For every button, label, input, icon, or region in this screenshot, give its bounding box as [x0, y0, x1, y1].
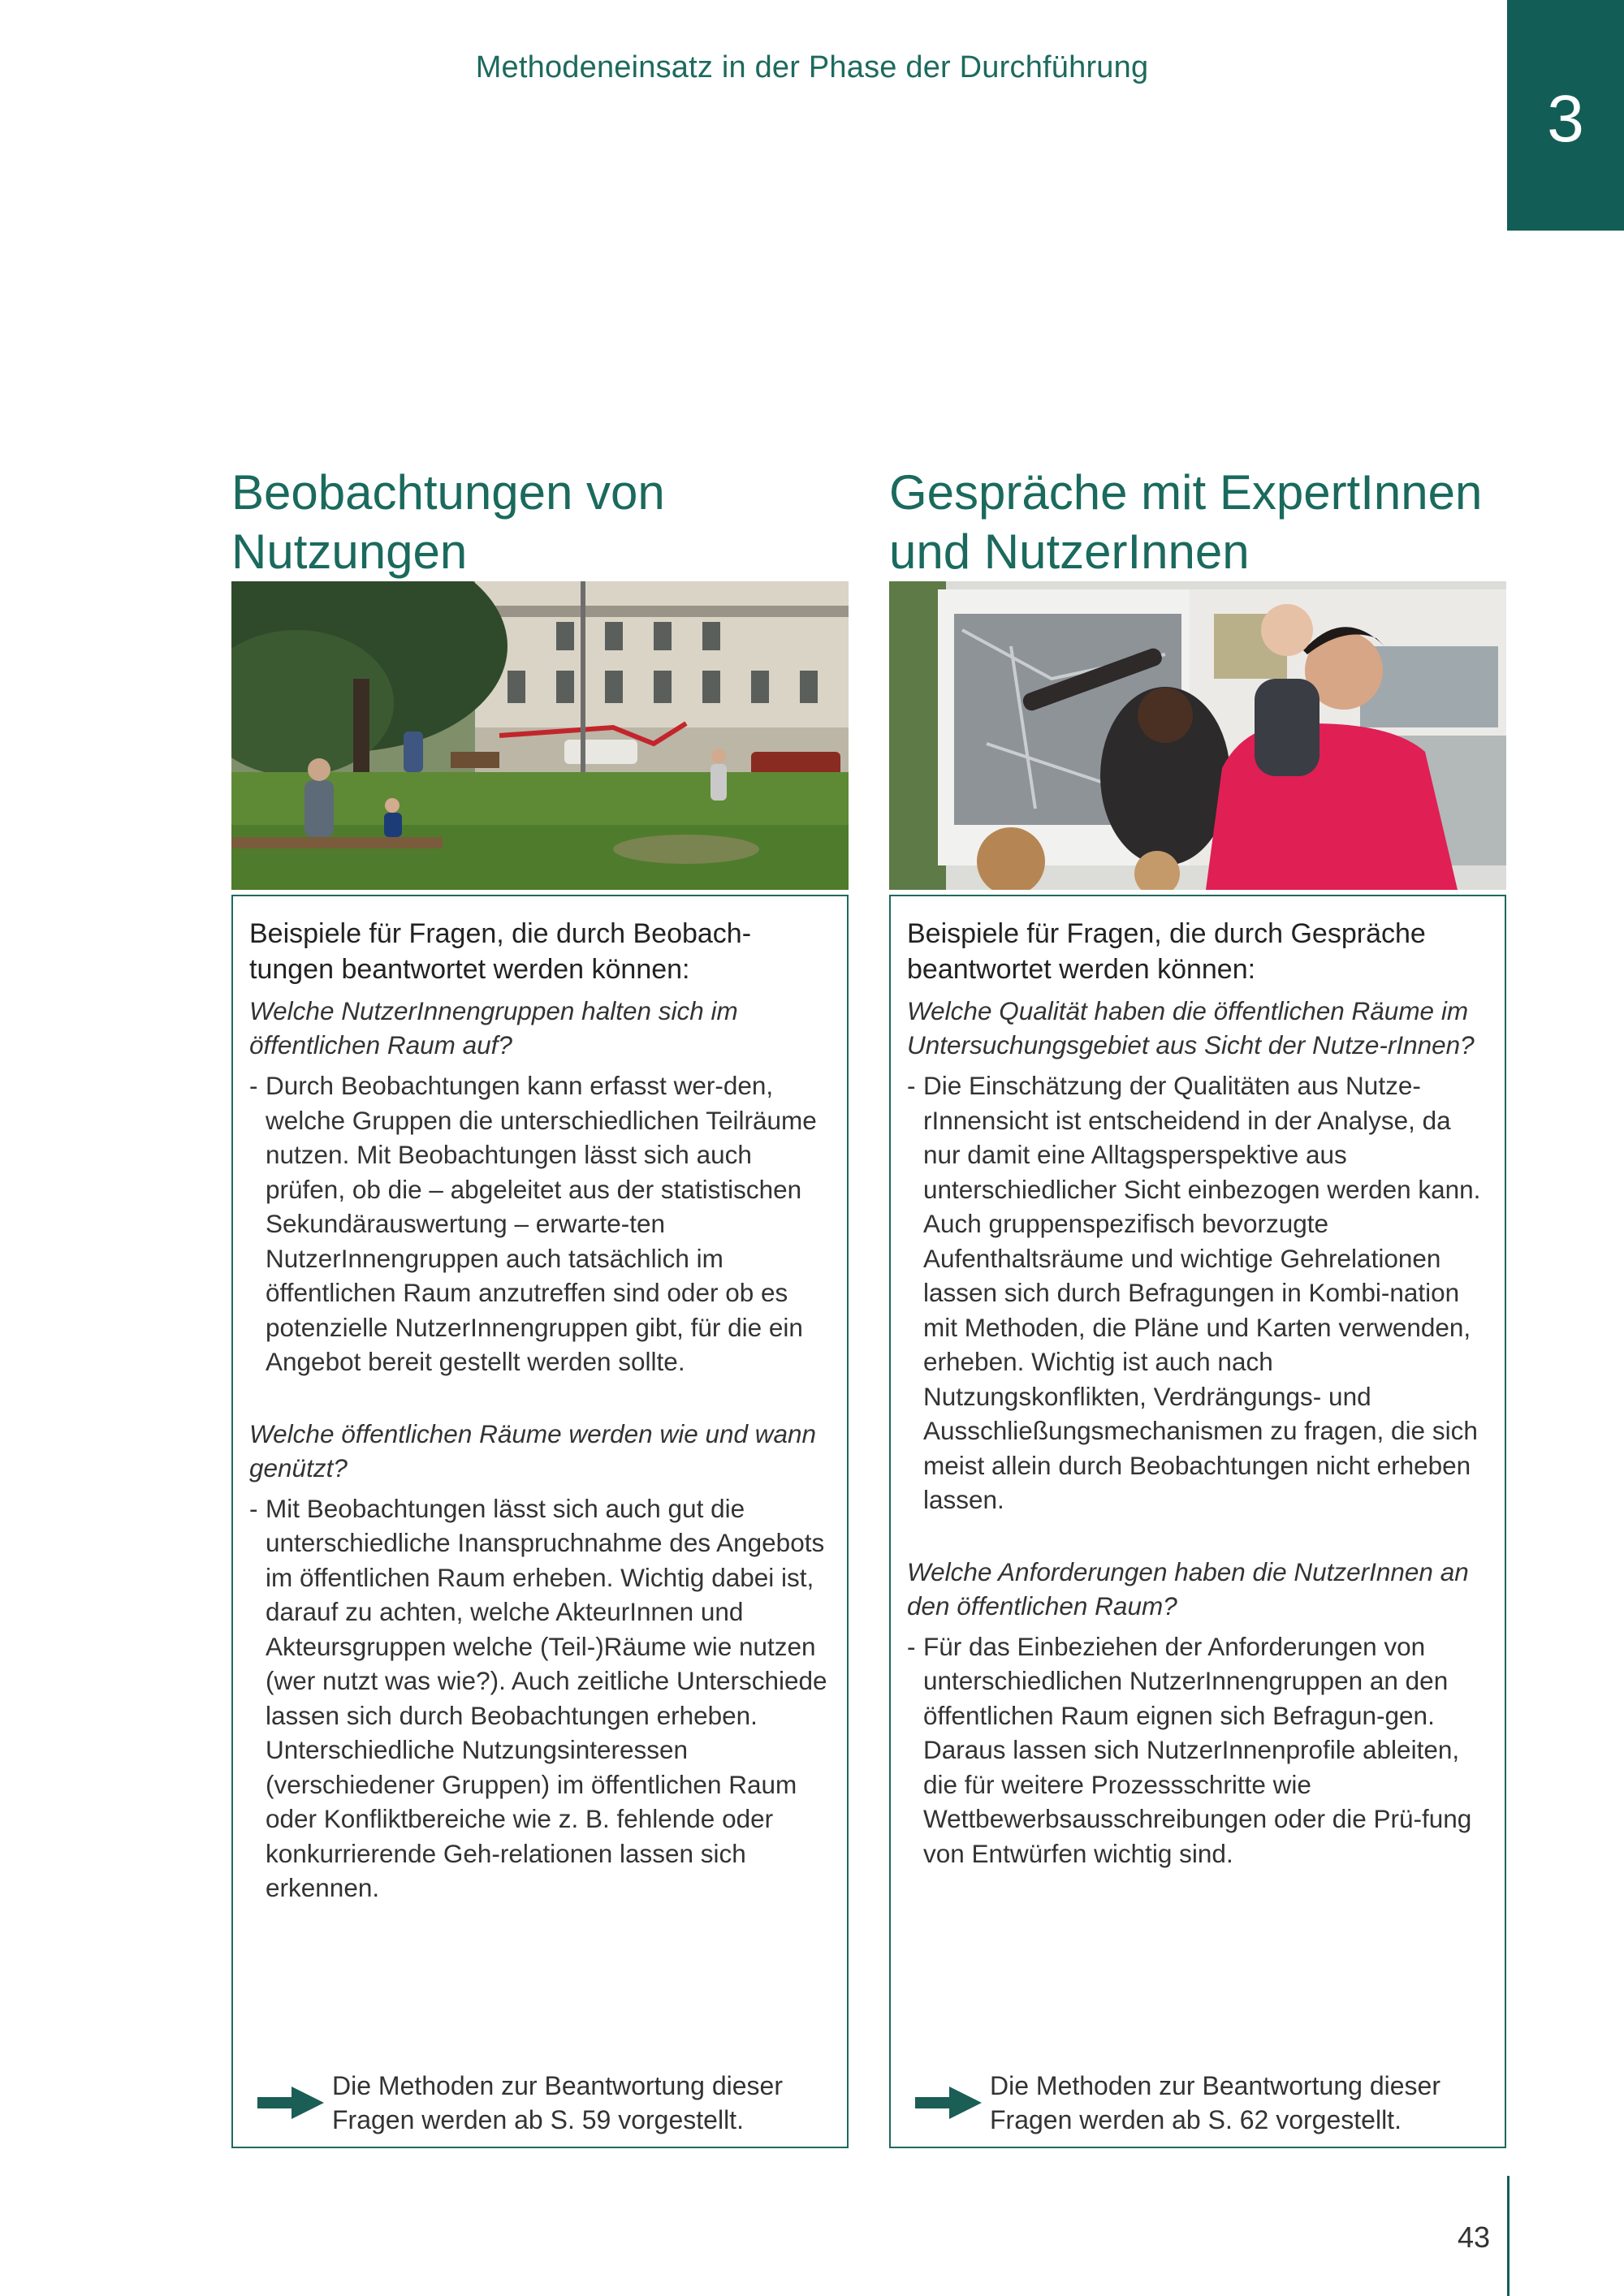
title-line-2: und NutzerInnen — [889, 524, 1250, 579]
section-title — [231, 463, 849, 581]
page-number-rule — [1507, 2176, 1510, 2296]
answer — [907, 1068, 1488, 1517]
box-heading: Beispiele für Fragen, die durch Beobach-tungen beantwortet werden können: — [249, 918, 752, 985]
arrow-right-icon — [915, 2087, 982, 2119]
question: Welche NutzerInnengruppen halten sich im öffentlichen Raum auf? — [249, 996, 738, 1060]
title-line-1: Beobachtungen von — [231, 465, 665, 520]
question: Welche öffentlichen Räume werden wie und wann genützt? — [249, 1418, 817, 1482]
box-heading: Beispiele für Fragen, die durch Gespräche beantwortet werden können: — [907, 918, 1426, 985]
answer-text: Durch Beobachtungen kann erfasst wer-den, welche Gruppen die unterschiedlichen Teilräume nutzen. Mit Beobachtungen lässt sich auch prüfen, ob die – abgeleitet aus der statistischen Sekundärauswertung – erwarte-ten NutzerInnengruppen auch tatsächlich im öffentlichen Raum anzutreffen sind oder ob es potenzielle NutzerInnengruppen gibt, für die ein Angebot bereit gestellt werden sollte. — [266, 1071, 817, 1376]
method-reference — [915, 2069, 1440, 2137]
chapter-tab — [1507, 0, 1624, 231]
column-interviews — [889, 463, 1506, 2148]
footer-line-2: Fragen werden ab S. 59 vorgestellt. — [332, 2105, 744, 2134]
answer-text: Die Einschätzung der Qualitäten aus Nutze-rInnensicht ist entscheidend in der Analyse, da nur damit eine Alltagsperspektive aus unterschiedlicher Sicht einbezogen werden kann. Auch gruppenspezifisch bevorzugte Aufenthaltsräume und wichtige Gehrelationen lassen sich durch Befragungen in Kombi-nation mit Methoden, die Pläne und Karten verwenden, erheben. Wichtig ist auch nach Nutzungskonflikten, Verdrängungs- und Ausschließungsmechanismen zu fragen, die sich meist allein durch Beobachtungen nicht erheben lassen. — [923, 1071, 1481, 1514]
method-reference — [257, 2069, 783, 2137]
title-line-2: Nutzungen — [231, 524, 468, 579]
question: Welche Qualität haben die öffentlichen Räume im Untersuchungsgebiet aus Sicht der Nutze-rInnen? — [907, 996, 1475, 1060]
arrow-right-icon — [257, 2087, 324, 2119]
running-header: Methodeneinsatz in der Phase der Durchführung — [475, 50, 1149, 84]
consultation-photo — [889, 581, 1506, 890]
dash-bullet: - — [907, 1631, 916, 1661]
footer-line-2: Fragen werden ab S. 62 vorgestellt. — [990, 2105, 1402, 2134]
footer-line-1: Die Methoden zur Beantwortung dieser — [990, 2071, 1440, 2100]
section-title — [889, 463, 1506, 581]
column-observations — [231, 463, 849, 2148]
park-photo — [231, 581, 849, 890]
question: Welche Anforderungen haben die NutzerInnen an den öffentlichen Raum? — [907, 1556, 1469, 1621]
page-number: 43 — [1458, 2220, 1491, 2254]
dash-bullet: - — [249, 1071, 258, 1100]
answer — [907, 1629, 1488, 1871]
dash-bullet: - — [907, 1071, 916, 1100]
answer — [249, 1068, 831, 1379]
answer — [249, 1491, 831, 1905]
dash-bullet: - — [249, 1493, 258, 1523]
questions-box — [889, 895, 1506, 2148]
chapter-number: 3 — [1547, 82, 1584, 156]
answer-text: Mit Beobachtungen lässt sich auch gut die unterschiedliche Inanspruchnahme des Angebots im öffentlichen Raum erheben. Wichtig dabei ist, darauf zu achten, welche AkteurInnen und Akteursgruppen welche (Teil-)Räume wie nutzen (wer nutzt was wie?). Auch zeitliche Unterschiede lassen sich durch Beobachtungen erheben. Unterschiedliche Nutzungsinteressen (verschiedener Gruppen) im öffentlichen Raum oder Konfliktbereiche wie z. B. fehlende oder konkurrierende Geh-relationen lassen sich erkennen. — [266, 1493, 827, 1902]
answer-text: Für das Einbeziehen der Anforderungen von unterschiedlichen NutzerInnengruppen an den öffentlichen Raum eignen sich Befragun-gen. Daraus lassen sich NutzerInnenprofile ableiten, die für weitere Prozessschritte wie Wettbewerbsausschreibungen oder die Prü-fung von Entwürfen wichtig sind. — [923, 1631, 1472, 1868]
title-line-1: Gespräche mit ExpertInnen — [889, 465, 1483, 520]
questions-box — [231, 895, 849, 2148]
footer-line-1: Die Methoden zur Beantwortung dieser — [332, 2071, 783, 2100]
